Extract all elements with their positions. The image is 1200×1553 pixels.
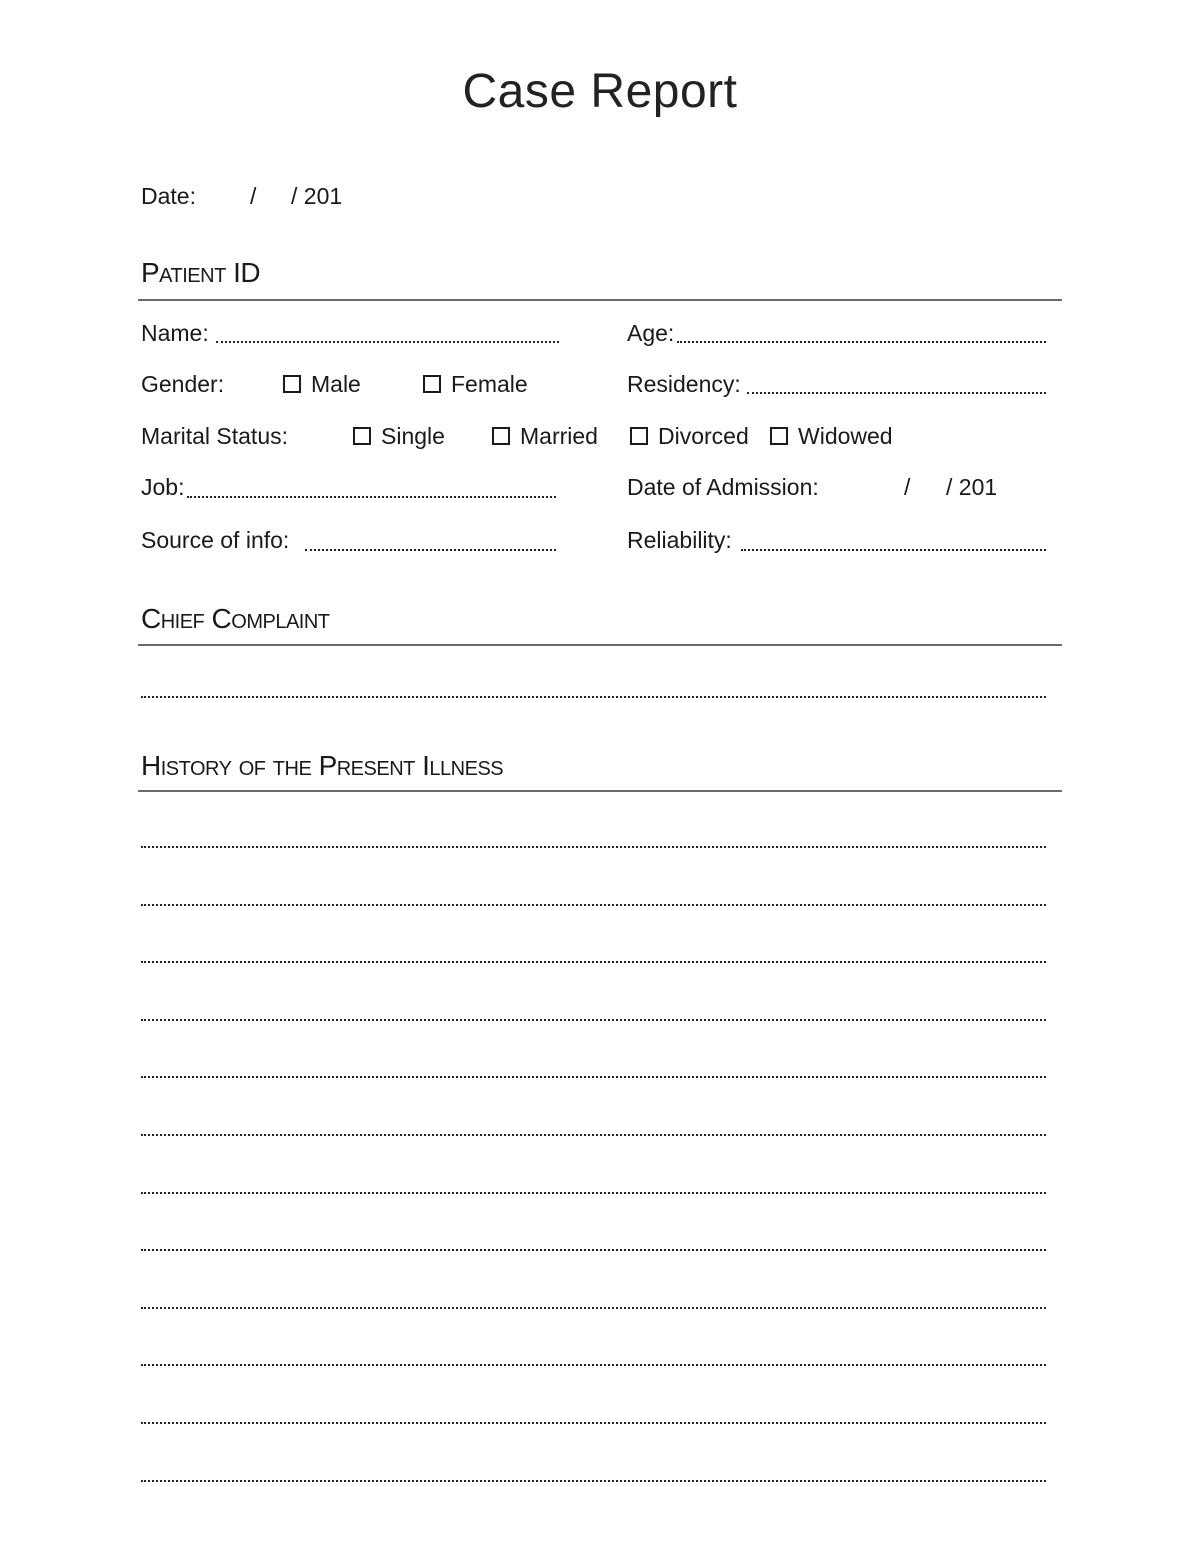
job-field[interactable] xyxy=(187,496,556,498)
document-title: Case Report xyxy=(462,65,738,118)
gender-male-checkbox[interactable] xyxy=(283,375,301,393)
gender-female-checkbox[interactable] xyxy=(423,375,441,393)
history-heading: History of the Present Illness xyxy=(141,750,504,781)
admission-date-label: Date of Admission: xyxy=(627,474,819,500)
history-line[interactable] xyxy=(141,1307,1046,1309)
history-line[interactable] xyxy=(141,904,1046,906)
date-slash-day: / xyxy=(250,183,257,209)
patient-id-rule xyxy=(138,299,1062,301)
marital-married-label: Married xyxy=(520,423,598,449)
residency-label: Residency: xyxy=(627,371,741,397)
marital-married-checkbox[interactable] xyxy=(492,427,510,445)
name-label: Name: xyxy=(141,320,209,346)
history-line[interactable] xyxy=(141,846,1046,848)
reliability-label: Reliability: xyxy=(627,527,732,553)
history-line[interactable] xyxy=(141,1480,1046,1482)
history-line[interactable] xyxy=(141,1019,1046,1021)
gender-female-label: Female xyxy=(451,371,528,397)
residency-field[interactable] xyxy=(747,392,1046,394)
date-slash-year: / 201 xyxy=(291,183,343,209)
job-label: Job: xyxy=(141,474,185,500)
name-field[interactable] xyxy=(216,341,559,343)
history-line[interactable] xyxy=(141,1422,1046,1424)
gender-label: Gender: xyxy=(141,371,225,397)
history-line[interactable] xyxy=(141,1134,1046,1136)
marital-divorced-checkbox[interactable] xyxy=(630,427,648,445)
history-line[interactable] xyxy=(141,1192,1046,1194)
history-line[interactable] xyxy=(141,1249,1046,1251)
history-rule xyxy=(138,790,1062,792)
marital-widowed-checkbox[interactable] xyxy=(770,427,788,445)
source-of-info-field[interactable] xyxy=(305,549,556,551)
admission-date-slash-day: / xyxy=(904,474,911,500)
age-field[interactable] xyxy=(677,341,1046,343)
date-label: Date: xyxy=(141,183,196,209)
chief-complaint-line[interactable] xyxy=(141,696,1046,698)
age-label: Age: xyxy=(627,320,675,346)
marital-single-label: Single xyxy=(381,423,445,449)
gender-male-label: Male xyxy=(311,371,361,397)
chief-complaint-heading: Chief Complaint xyxy=(141,603,330,634)
chief-complaint-rule xyxy=(138,644,1062,646)
history-line[interactable] xyxy=(141,1076,1046,1078)
source-of-info-label: Source of info: xyxy=(141,527,290,553)
history-line[interactable] xyxy=(141,1364,1046,1366)
marital-status-label: Marital Status: xyxy=(141,423,288,449)
admission-date-slash-year: / 201 xyxy=(946,474,998,500)
marital-widowed-label: Widowed xyxy=(798,423,893,449)
patient-id-heading: Patient ID xyxy=(141,257,261,288)
marital-single-checkbox[interactable] xyxy=(353,427,371,445)
marital-divorced-label: Divorced xyxy=(658,423,749,449)
reliability-field[interactable] xyxy=(741,549,1046,551)
history-line[interactable] xyxy=(141,961,1046,963)
